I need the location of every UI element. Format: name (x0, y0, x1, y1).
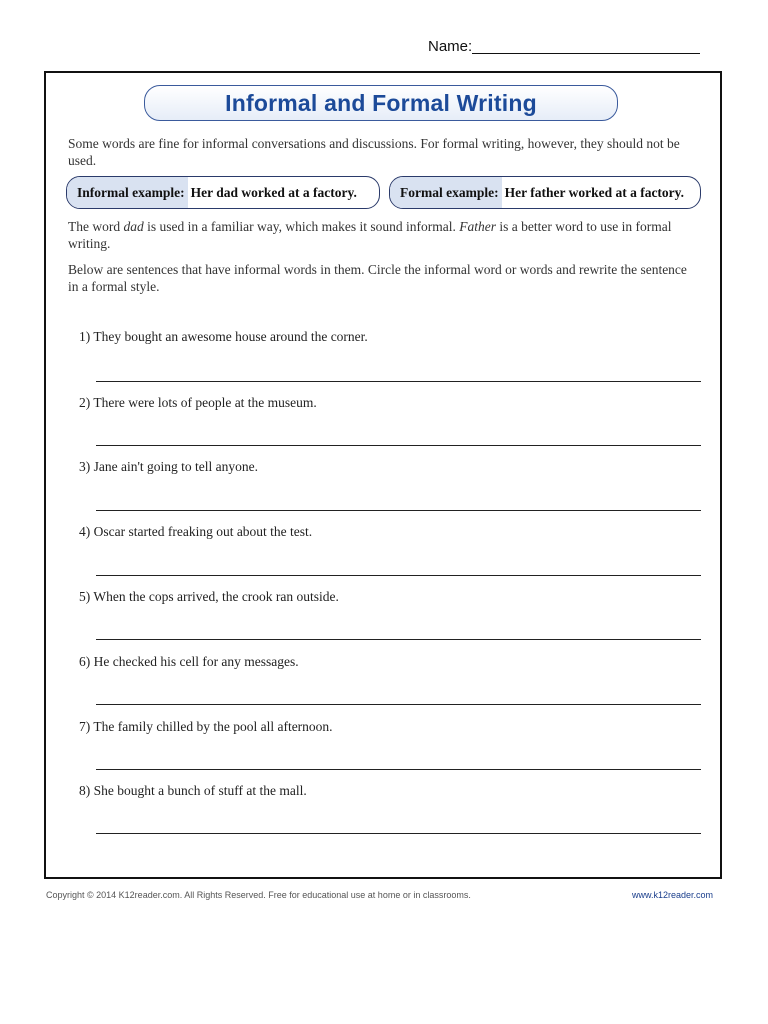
answer-line-5[interactable] (96, 639, 701, 640)
name-label: Name: (428, 38, 473, 55)
answer-line-1[interactable] (96, 381, 701, 382)
question-6: 6) He checked his cell for any messages. (79, 654, 299, 669)
question-4: 4) Oscar started freaking out about the test. (79, 524, 313, 539)
footer-website-link[interactable]: www.k12reader.com (632, 890, 714, 900)
formal-example-text: Her father worked at a factory. (504, 184, 685, 200)
footer-copyright: Copyright © 2014 K12reader.com. All Rights Reserved. Free for educational use at home or in classrooms. (46, 890, 471, 900)
informal-example-label: Informal example: (67, 177, 188, 208)
formal-example-label: Formal example: (390, 177, 502, 208)
page-title: Informal and Formal Writing (225, 89, 537, 116)
explanation-text: The word (68, 219, 124, 234)
question-2: 2) There were lots of people at the museum. (79, 395, 317, 410)
answer-line-3[interactable] (96, 510, 701, 511)
informal-example-text: Her dad worked at a factory. (190, 184, 357, 200)
question-3: 3) Jane ain't going to tell anyone. (79, 459, 259, 474)
answer-line-8[interactable] (96, 833, 701, 834)
answer-line-2[interactable] (96, 445, 701, 446)
explanation-text: is used in a familiar way, which makes it sound informal. (143, 219, 460, 234)
title-banner (144, 85, 618, 121)
answer-line-6[interactable] (96, 704, 701, 705)
formal-example-box (389, 176, 701, 209)
answer-line-7[interactable] (96, 769, 701, 770)
explanation-word-dad: dad (123, 219, 144, 234)
answer-line-4[interactable] (96, 575, 701, 576)
explanation-word-father: Father (459, 219, 497, 234)
name-field[interactable] (472, 53, 700, 54)
question-1: 1) They bought an awesome house around the corner. (79, 329, 368, 344)
explanation-text: is a better word to use in formal writing. (68, 219, 672, 251)
question-5: 5) When the cops arrived, the crook ran outside. (79, 589, 339, 604)
informal-example-box (66, 176, 380, 209)
question-7: 7) The family chilled by the pool all afternoon. (79, 719, 333, 734)
instructions-paragraph: Below are sentences that have informal words in them. Circle the informal word or words and rewrite the sentence in a formal style. (68, 262, 687, 294)
question-8: 8) She bought a bunch of stuff at the mall. (79, 783, 307, 798)
explanation-paragraph (68, 218, 696, 252)
intro-paragraph: Some words are fine for informal conversations and discussions. For formal writing, however, they should not be used. (68, 136, 680, 168)
